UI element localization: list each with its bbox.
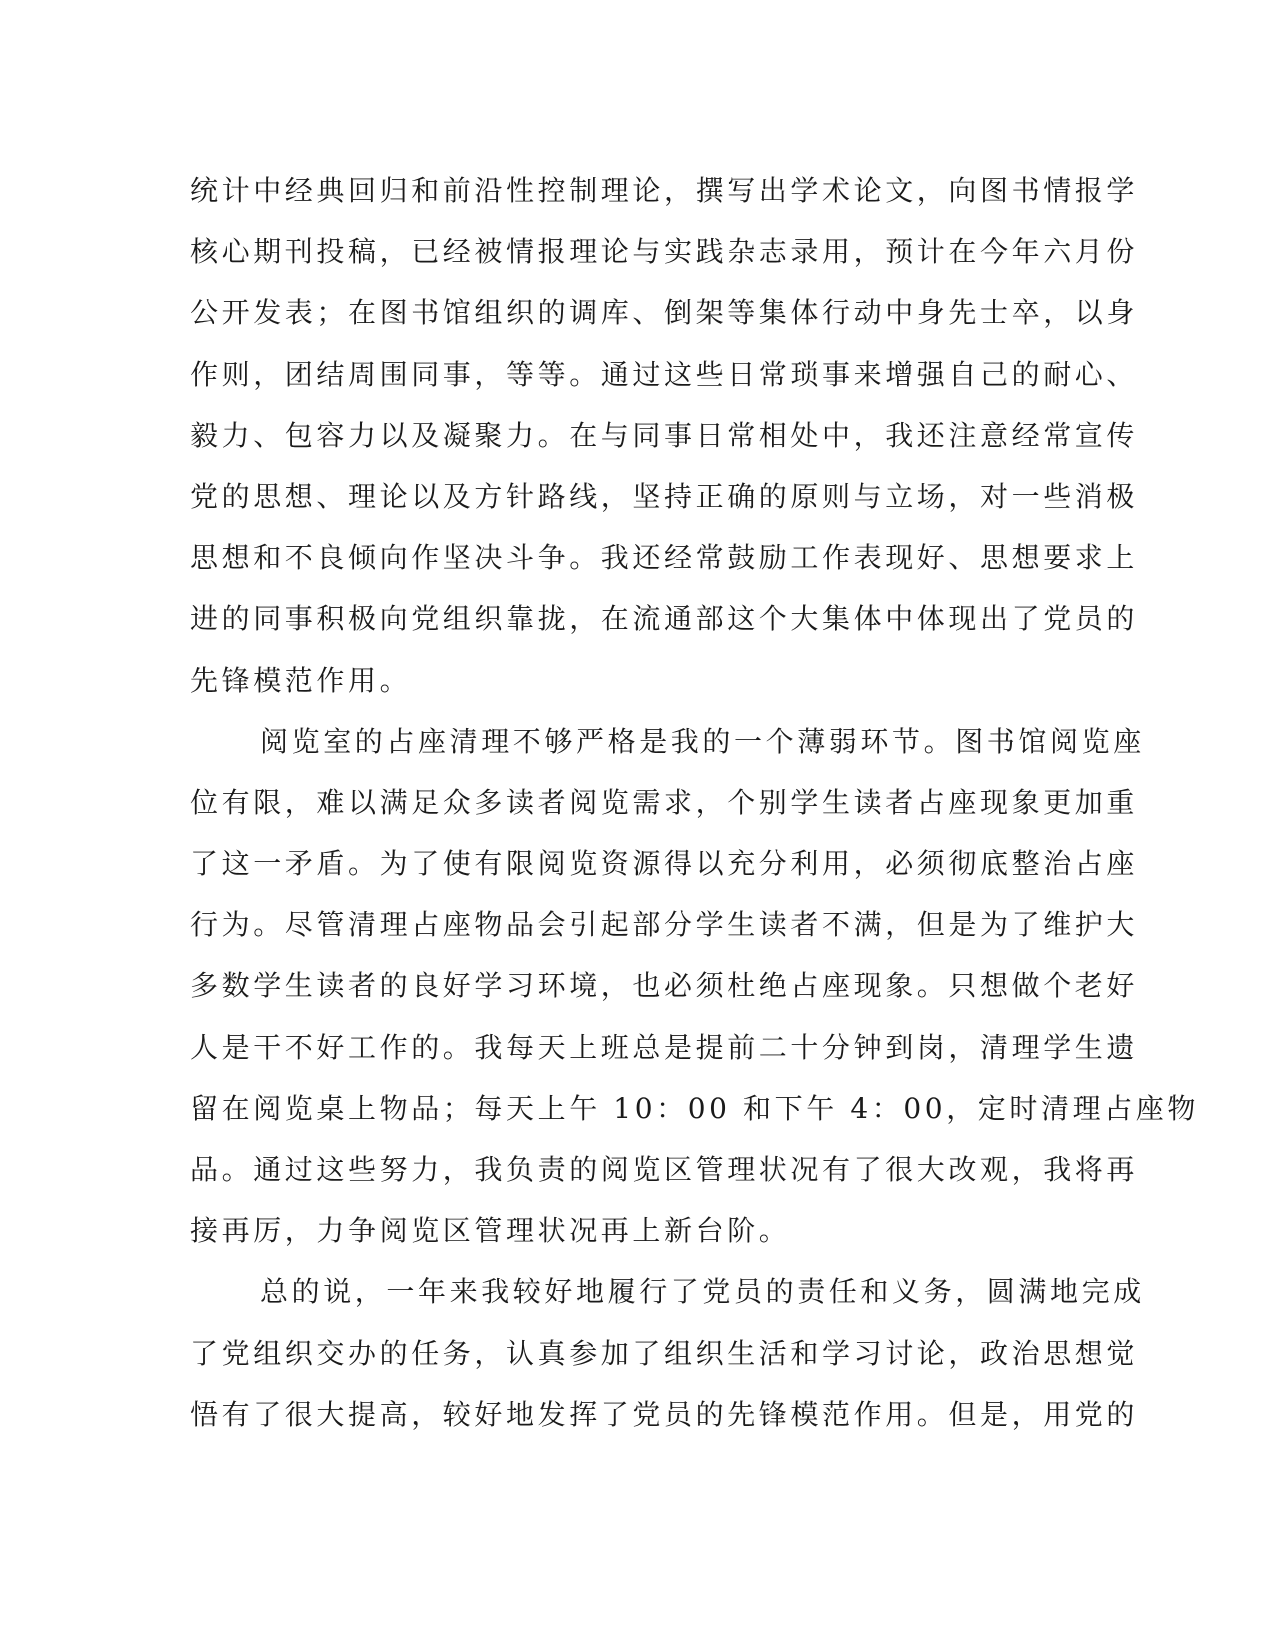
text-line: 党的思想、理论以及方针路线，坚持正确的原则与立场，对一些消极: [190, 479, 1139, 513]
text-line: 了党组织交办的任务，认真参加了组织生活和学习讨论，政治思想觉: [190, 1336, 1139, 1370]
text-line: 统计中经典回归和前沿性控制理论，撰写出学术论文，向图书情报学: [190, 174, 1139, 207]
text-line: 留在阅览桌上物品；每天上午 10：00 和下午 4：00，定时清理占座物: [190, 1091, 1200, 1125]
text-line: 接再厉，力争阅览区管理状况再上新台阶。: [190, 1214, 791, 1248]
text-line: 人是干不好工作的。我每天上班总是提前二十分钟到岗，清理学生遗: [190, 1030, 1139, 1064]
text-line: 品。通过这些努力，我负责的阅览区管理状况有了很大改观，我将再: [190, 1153, 1139, 1186]
text-line: 思想和不良倾向作坚决斗争。我还经常鼓励工作表现好、思想要求上: [190, 541, 1139, 575]
body-text: [190, 160, 1200, 1445]
text-line: 作则，团结周围同事，等等。通过这些日常琐事来增强自己的耐心、: [190, 357, 1139, 391]
paragraph-start-line: 总的说，一年来我较好地履行了党员的责任和义务，圆满地完成: [260, 1275, 1145, 1309]
text-line: 位有限，难以满足众多读者阅览需求，个别学生读者占座现象更加重: [190, 785, 1139, 819]
text-line: 先锋模范作用。: [190, 663, 412, 697]
paragraph-start-line: 阅览室的占座清理不够严格是我的一个薄弱环节。图书馆阅览座: [260, 724, 1145, 758]
text-line: 核心期刊投稿，已经被情报理论与实践杂志录用，预计在今年六月份: [190, 235, 1139, 269]
text-line: 公开发表；在图书馆组织的调库、倒架等集体行动中身先士卒，以身: [190, 296, 1139, 330]
text-line: 毅力、包容力以及凝聚力。在与同事日常相处中，我还注意经常宣传: [190, 418, 1139, 452]
text-line: 悟有了很大提高，较好地发挥了党员的先锋模范作用。但是，用党的: [190, 1397, 1139, 1431]
text-line: 多数学生读者的良好学习环境，也必须杜绝占座现象。只想做个老好: [190, 969, 1139, 1003]
text-line: 了这一矛盾。为了使有限阅览资源得以充分利用，必须彻底整治占座: [190, 847, 1139, 881]
text-line: 行为。尽管清理占座物品会引起部分学生读者不满，但是为了维护大: [190, 908, 1139, 942]
text-line: 进的同事积极向党组织靠拢，在流通部这个大集体中体现出了党员的: [190, 602, 1139, 636]
